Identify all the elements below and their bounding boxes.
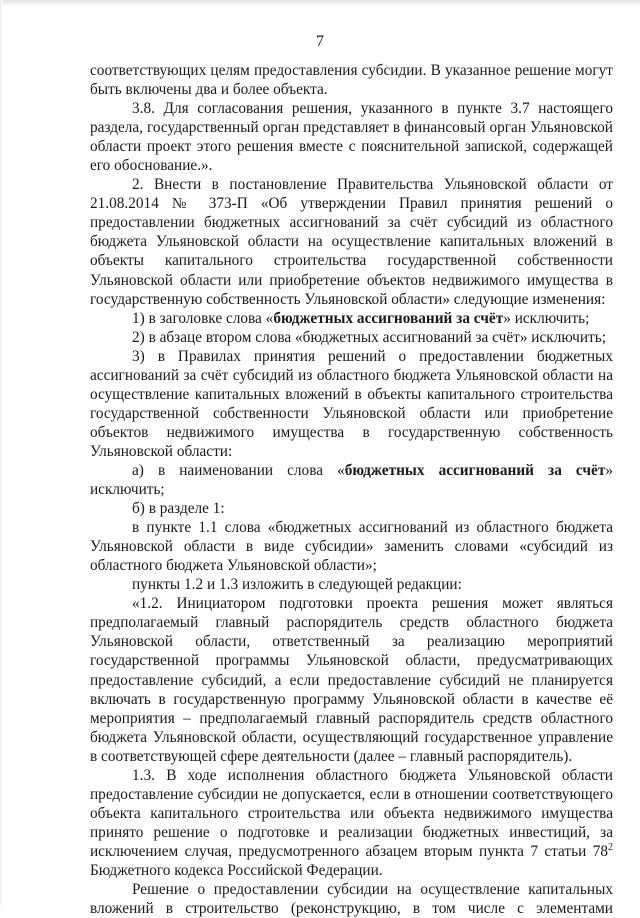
paragraph-p10 [90,575,613,594]
text-run: 1) в заголовке слова « [132,309,274,327]
paragraph-p9 [90,518,613,575]
text-run: а) в наименовании слова « [132,461,345,479]
paragraph-p13 [90,880,613,918]
scan-edge-top [0,0,640,6]
paragraph-p12 [90,766,613,880]
text-run: » исключить; [90,461,613,499]
document-body [90,61,613,918]
text-run: 3.8. Для согласования решения, указанного в пункте 3.7 настоящего раздела, государственный орган представляет в финансовый орган Ульяновской области проект этого решения вместе с пояснительной запиской, содержащей его обоснование.». [90,100,613,175]
paragraph-p6 [90,347,613,461]
text-run: Решение о предоставлении субсидии на осуществление капитальных вложений в строительство (реконструкцию, в том числе с элементами [90,881,613,918]
text-run: 1.3. В ходе исполнения областного бюджета Ульяновской области предоставление субсидии не допускается, если в отношении соответствующего объекта капитального строительства или объекта недвижимого имущества принято решение о подготовке и реализации бюджетных инвестиций, за исключением случая, предусмотренного абзацем вторым пункта 7 статьи 78 [90,766,613,860]
bold-text: бюджетных ассигнований за счёт [273,309,504,327]
text-run: 2. Внести в постановление Правительства Ульяновской области от 21.08.2014 № 373-П «Об утверждении Правил принятия решений о предоставлении бюджетных ассигнований за счёт субсидий из областного бюджета Ульяновской области на осуществление капитальных вложений в объекты капитального строительства государственной собственности Ульяновской области или приобретение объектов недвижимого имущества в государственную собственность Ульяновской области» следующие изменения: [90,176,613,308]
text-run: в пункте 1.1 слова «бюджетных ассигнований из областного бюджета Ульяновской области в виде субсидии» заменить словами «субсидий из областного бюджета Ульяновской области»; [90,519,613,575]
text-run: «1.2. Инициатором подготовки проекта решения может являться предполагаемый главный распорядитель средств областного бюджета Ульяновской области, ответственный за реализацию мероприятий государственной программы Ульяновской области, предусматривающих предоставление субсидий, а если предоставление субсидий не планируется включать в государственную программу Ульяновской области в качестве её мероприятия – предполагаемый главный распорядитель средств областного бюджета Ульяновской области, осуществляющий государственное управление в соответствующей сфере деятельности (далее – главный распорядитель). [90,595,613,765]
text-run: 2) в абзаце втором слова «бюджетных ассигнований за счёт» исключить; [132,328,606,346]
paragraph-p8 [90,499,613,518]
paragraph-p1 [90,61,613,99]
scan-edge-left [0,0,3,905]
text-run: » исключить; [503,309,590,327]
paragraph-p7 [90,461,613,499]
text-run: 3) в Правилах принятия решений о предоставлении бюджетных ассигнований за счёт субсидий из областного бюджета Ульяновской области на осуществление капитальных вложений в объекты капитального строительства государственной собственности Ульяновской области или приобретение объектов недвижимого имущества в государственную собственность Ульяновской области: [90,347,613,460]
paragraph-p4 [90,309,613,328]
page-number: 7 [316,33,324,50]
text-run: соответствующих целям предоставления субсидии. В указанное решение могут быть включены два и более объекта. [90,62,613,99]
text-run: пункты 1.2 и 1.3 изложить в следующей редакции: [132,576,462,594]
paragraph-p5 [90,328,613,347]
text-run: Бюджетного кодекса Российской Федерации. [90,861,383,879]
paragraph-p3 [90,175,613,308]
superscript: 2 [608,841,613,853]
bold-text: бюджетных ассигнований за счёт [344,461,606,479]
text-run: б) в разделе 1: [132,500,225,518]
paragraph-p2 [90,99,613,175]
paragraph-p11 [90,594,613,765]
